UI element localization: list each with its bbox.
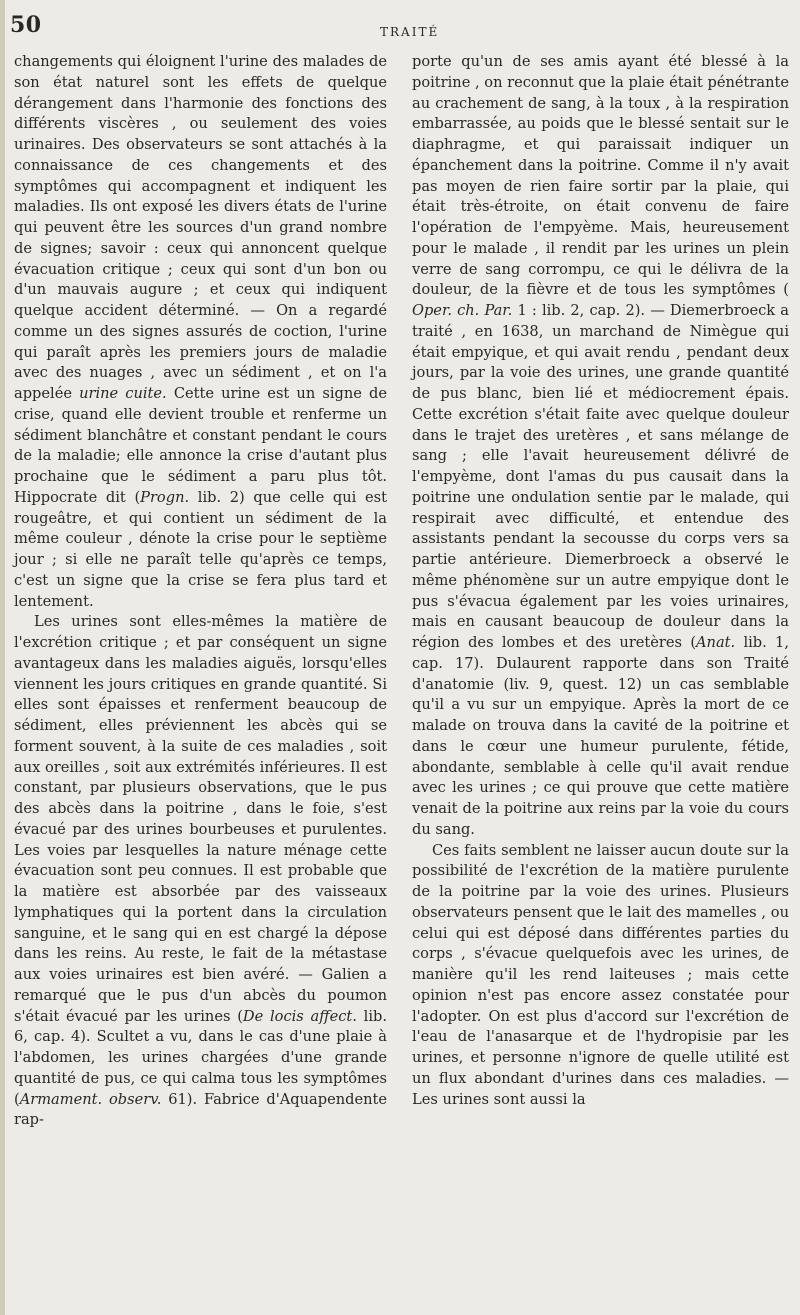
text-segment: 61). Fabrice d'Aquapendente rap- [14,1090,387,1129]
text-segment: lib. 1, cap. 17). Dulaurent rapporte dans son Traité d'anatomie (liv. 9, quest. 12) un cas semblable qu'il a vu sur un empyique. Après la mort de ce malade on trouva dans la cavité de la poitrine et dans le cœur une humeur purulente, fétide, abondante, semblable à celle qu'il avait rendue avec les urines ; ce qui prouve que cette matière venait de la poitrine aux reins par la voie du cours du sang. [412,634,789,838]
text-segment: changements qui éloignent l'urine des malades de son état naturel sont les effets de quelque dérangement dans l'harmonie des fonctions des différents viscères , ou seulement des voies urinaires. Des observateurs se sont attachés à la connaissance de ces changements et des symptômes qui accompagnent et indiquent les maladies. Ils ont exposé les divers états de l'urine qui peuvent être les sources d'un grand nombre de signes; savoir : ceux qui annoncent quelque évacuation critique ; ceux qui sont d'un bon ou d'un mauvais augure ; et ceux qui indiquent quelque accident déterminé. — On a regardé comme un des signes assurés de coction, l'urine qui paraît après les premiers jours de maladie avec des nuages , avec un sédiment , et on l'a appelée [14,53,387,402]
citation-title: De locis affect. [242,1007,357,1025]
paragraph [14,52,387,612]
text-segment: Ces faits semblent ne laisser aucun doute sur la possibilité de l'excrétion de la matière purulente de la poitrine par la voie des urines. Plusieurs observateurs pensent que le lait des mamelles , ou celui qui est déposé dans différentes parties du corps , s'évacue quelquefois avec les urines, de manière qu'il les rend laiteuses ; mais cette opinion n'est pas encore assez constatée pour l'adopter. On est plus d'accord sur l'excrétion de l'eau de l'anasarque et de l'hydropisie par les urines, et personne n'ignore de quelle utilité est un flux abondant d'urines dans ces maladies. — Les urines sont aussi la [412,841,789,1108]
text-segment: lib. 6, cap. 4). Scultet a vu, dans le cas d'une plaie à l'abdomen, les urines chargées d'une grande quantité de pus, ce qui calma tous les symptômes ( [14,1007,387,1108]
text-segment: 1 : lib. 2, cap. 2). — Diemerbroeck a traité , en 1638, un marchand de Nimègue qui était empyique, et qui avait rendu , pendant deux jours, par la voie des urines, une grande quantité de pus blanc, bien lié et médiocrement épais. Cette excrétion s'était faite avec quelque douleur dans le trajet des uretères , et sans mélange de sang ; elle l'avait heureusement délivré de l'empyème, dont l'amas du pus causait dans la poitrine une ondulation sentie par le malade, qui respirait avec difficulté, et entendue des assistants pendant la secousse du corps vers sa partie antérieure. Diemerbroeck a observé le même phénomène sur un autre empyique dont le pus s'évacua également par les voies urinaires, mais en causant beaucoup de douleur dans la région des lombes et des uretères ( [412,302,789,651]
paragraph [412,841,789,1111]
page-edge-shadow [0,0,5,1315]
paragraph [412,52,789,841]
citation-title: Oper. ch. Par. [412,302,513,319]
page-number: 50 [10,12,42,38]
text-segment: Les urines sont elles-mêmes la matière de l'excrétion critique ; et par conséquent un signe avantageux dans les maladies aiguës, lorsqu'elles viennent les jours critiques en grande quantité. Si elles sont épaisses et renferment beaucoup de sédiment, elles préviennent les abcès qui se forment souvent, à la suite de ces maladies , soit aux oreilles , soit aux extrémités inférieures. Il est constant, par plusieurs observations, que le pus des abcès dans la poitrine , dans le foie, s'est évacué par des urines bourbeuses et purulentes. Les voies par lesquelles la nature ménage cette évacuation sont peu connues. Il est probable que la matière est absorbée par des vaisseaux lymphatiques qui la portent dans la circulation sanguine, et le sang qui en est chargé la dépose dans les reins. Au reste, le fait de la métastase aux voies urinaires est bien avéré. — Galien a remarqué que le pus d'un abcès du poumon s'était évacué par les urines ( [14,613,387,1025]
text-segment: porte qu'un de ses amis ayant été blessé à la poitrine , on reconnut que la plaie était pénétrante au crachement de sang, à la toux , à la respiration embarrassée, au poids que le blessé sentait sur le diaphragme, et qui paraissait indiquer un épanchement dans la poitrine. Comme il n'y avait pas moyen de rien faire sortir par la plaie, qui était très-étroite, on était convenu de faire l'opération de l'empyème. Mais, heureusement pour le malade , il rendit par les urines un plein verre de sang corrompu, ce qui le délivra de la douleur, de la fièvre et de tous les symptômes ( [412,53,789,299]
right-text-column [412,52,789,1110]
left-text-column [14,52,387,1131]
text-segment: Cette urine est un signe de crise, quand elle devient trouble et renferme un sédiment blanchâtre et constant pendant le cours de la maladie; elle annonce la crise d'autant plus prochaine que le sédiment a paru plus tôt. Hippocrate dit ( [14,385,387,506]
italic-term: urine cuite. [79,385,167,402]
citation-title: Anat. [696,634,736,651]
text-segment: lib. 2) que celle qui est rougeâtre, et qui contient un sédiment de la même couleur , dénote la crise pour le septième jour ; si elle ne paraît telle qu'après ce temps, c'est un signe que la crise se fera plus tard et lentement. [14,488,388,610]
running-title: TRAITÉ [380,25,440,39]
citation-title: Armament. observ. [19,1090,162,1108]
citation-title: Progn. [140,488,190,506]
paragraph [14,612,387,1131]
